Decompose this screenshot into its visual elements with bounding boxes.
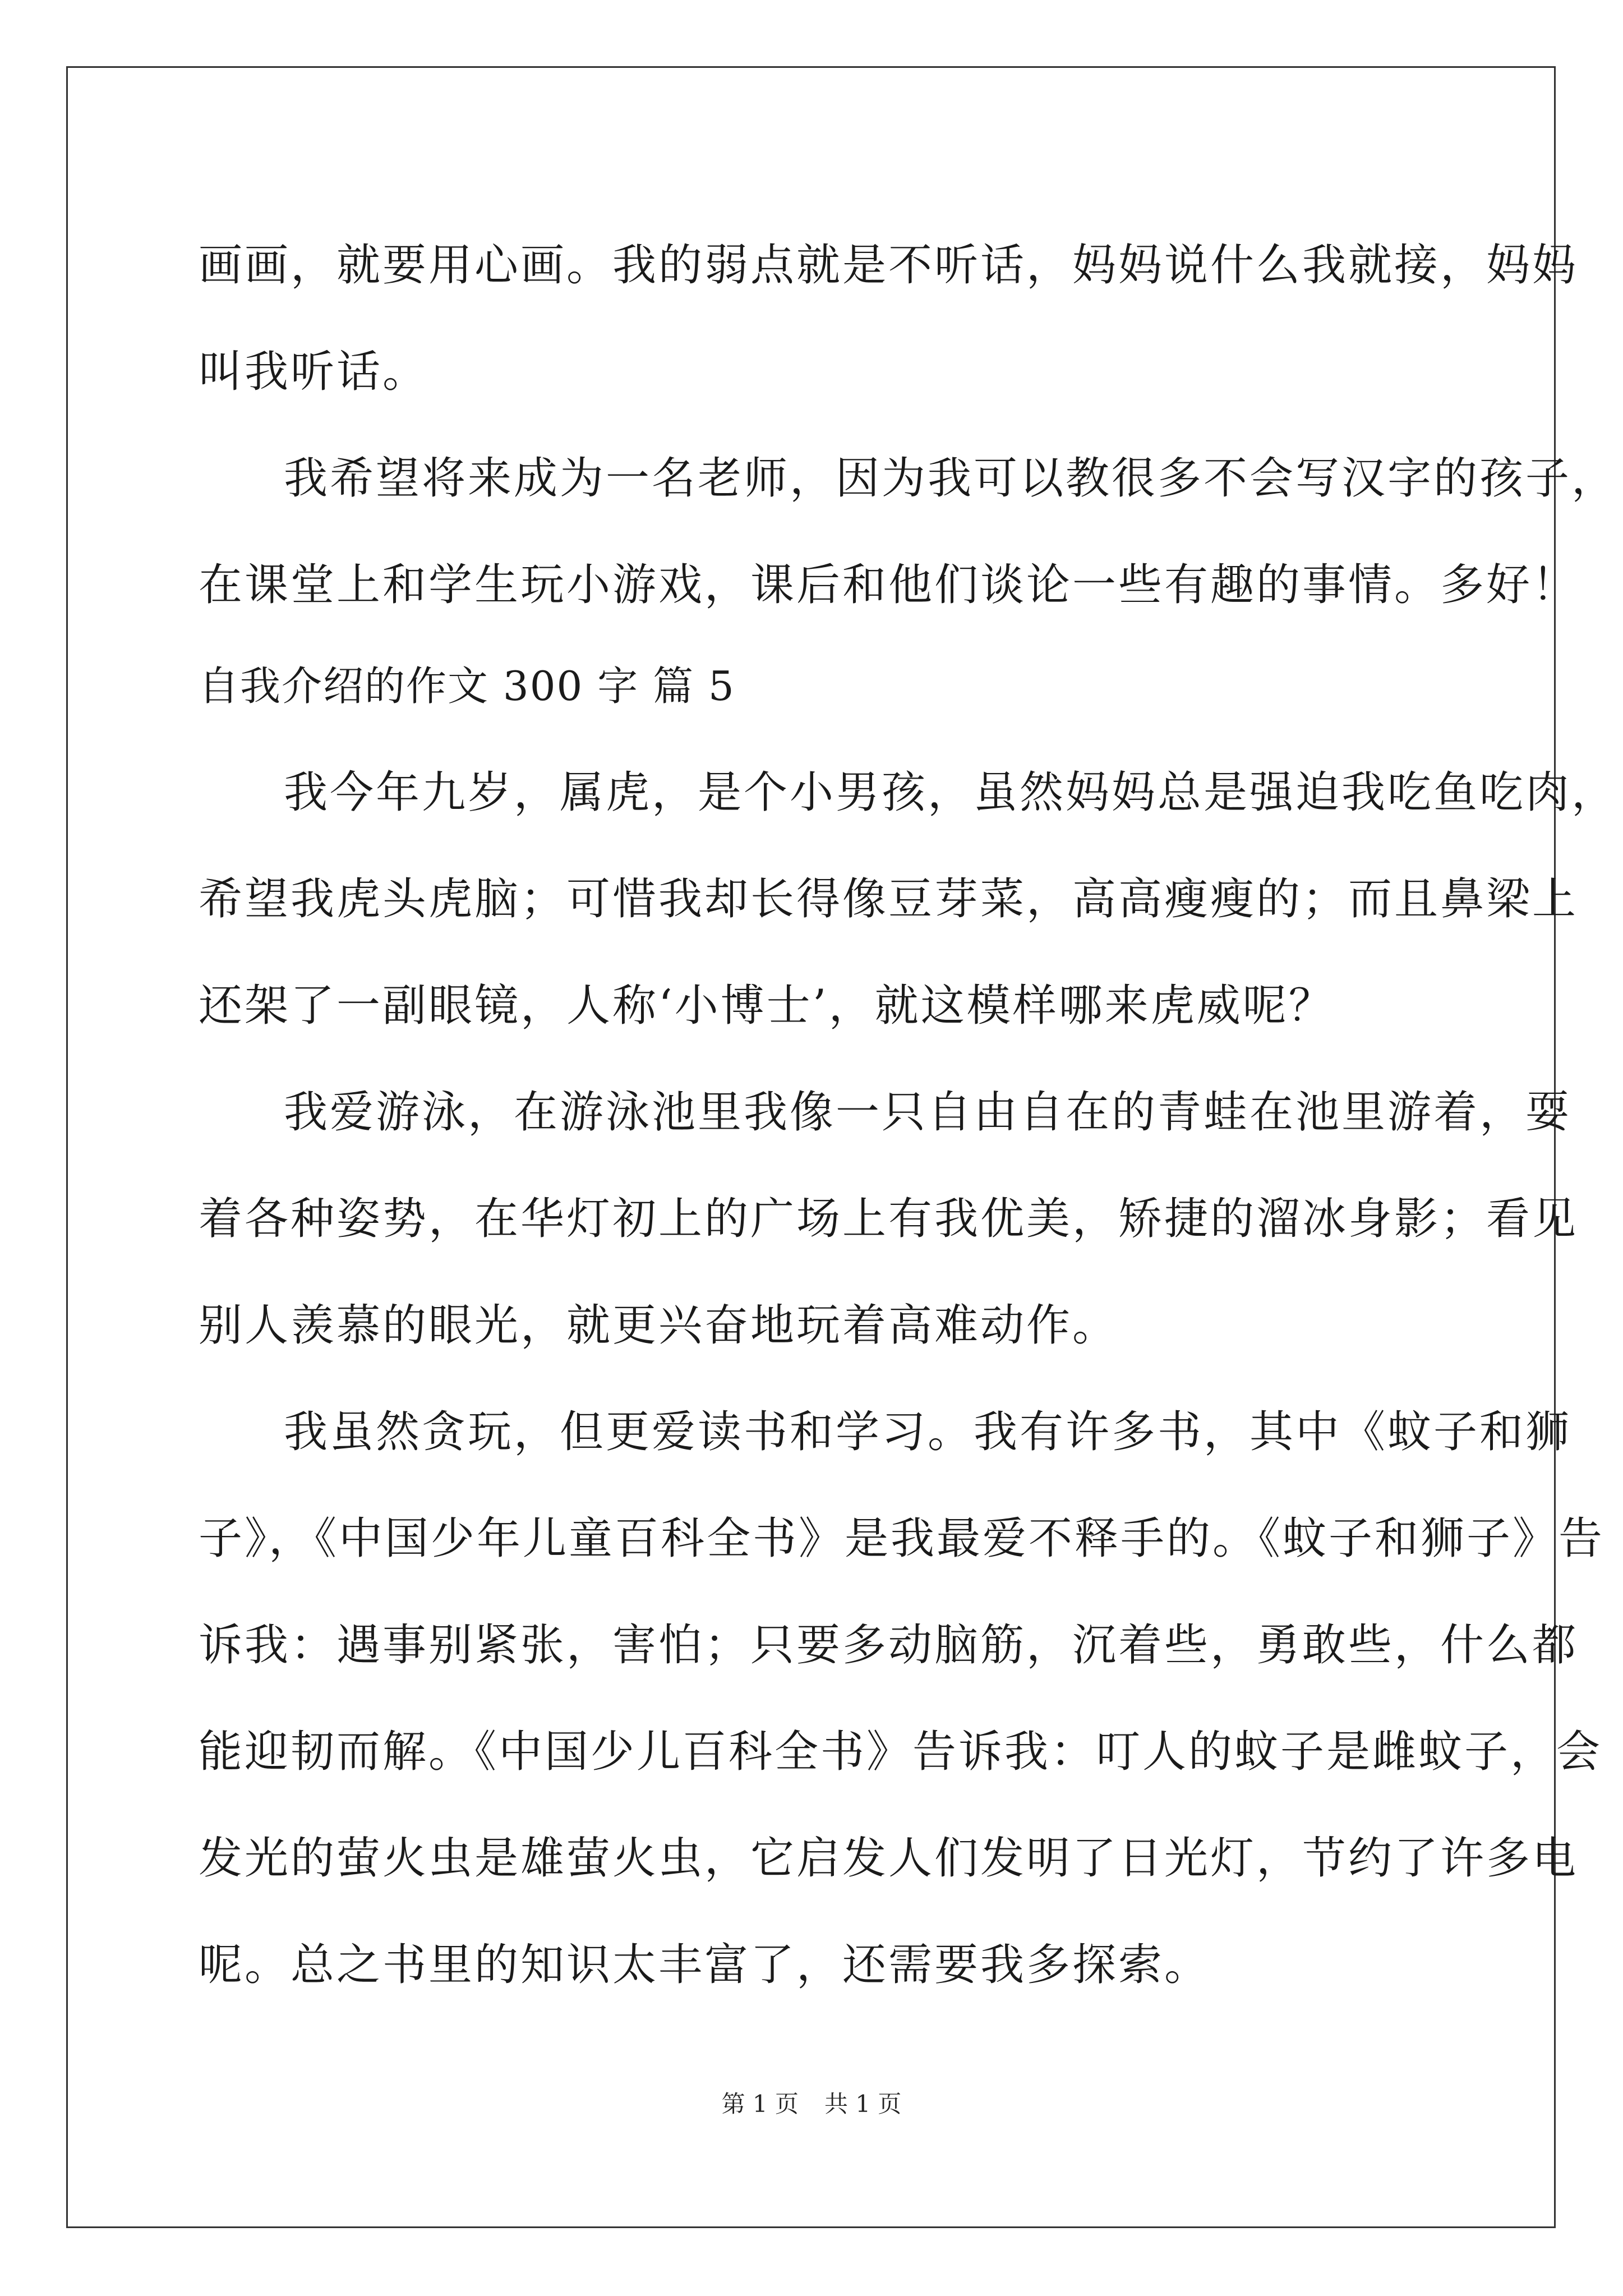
text-line: 我希望将来成为一名老师，因为我可以教很多不会写汉字的孩子， bbox=[284, 453, 1618, 504]
text-line: 能迎韧而解。《中国少儿百科全书》告诉我：叮人的蚊子是雌蚊子，会 bbox=[199, 1727, 1603, 1777]
text-line: 诉我：遇事别紧张，害怕；只要多动脑筋，沉着些，勇敢些，什么都 bbox=[199, 1620, 1579, 1671]
text-line: 别人羡慕的眼光，就更兴奋地玩着高难动作。 bbox=[199, 1300, 1119, 1351]
text-line: 子》，《中国少年儿童百科全书》是我最爱不释手的。《蚊子和狮子》告 bbox=[199, 1513, 1605, 1564]
page-footer bbox=[0, 2086, 1623, 2119]
text-line: 在课堂上和学生玩小游戏，课后和他们谈论一些有趣的事情。多好！ bbox=[199, 560, 1579, 610]
text-line: 我虽然贪玩，但更爱读书和学习。我有许多书，其中《蚊子和狮 bbox=[284, 1407, 1572, 1457]
heading-text: 自我介绍的作文 300 字 篇 5 bbox=[199, 662, 735, 710]
text-line: 我今年九岁，属虎，是个小男孩，虽然妈妈总是强迫我吃鱼吃肉， bbox=[284, 767, 1618, 818]
text-line: 着各种姿势，在华灯初上的广场上有我优美，矫捷的溜冰身影；看见 bbox=[199, 1194, 1579, 1244]
paragraph bbox=[199, 1379, 1605, 2018]
paragraph bbox=[199, 739, 1618, 1059]
paragraph bbox=[199, 212, 1579, 425]
text-line: 叫我听话。 bbox=[199, 347, 429, 397]
text-line: 希望我虎头虎脑；可惜我却长得像豆芽菜，高高瘦瘦的；而且鼻梁上 bbox=[199, 874, 1579, 924]
section-heading bbox=[199, 633, 1432, 739]
text-line: 发光的萤火虫是雄萤火虫，它启发人们发明了日光灯，节约了许多电 bbox=[199, 1833, 1579, 1884]
paragraph bbox=[199, 425, 1618, 638]
paragraph bbox=[199, 1059, 1579, 1379]
text-line: 我爱游泳，在游泳池里我像一只自由自在的青蛙在池里游着，耍 bbox=[284, 1087, 1572, 1138]
text-line: 呢。总之书里的知识太丰富了，还需要我多探索。 bbox=[199, 1940, 1211, 1990]
page-number: 第 1 页 bbox=[721, 2090, 799, 2118]
text-line: 还架了一副眼镜，人称‘小博士’，就这模样哪来虎威呢？ bbox=[199, 981, 1335, 1031]
page-total: 共 1 页 bbox=[824, 2090, 902, 2118]
text-line: 画画，就要用心画。我的弱点就是不听话，妈妈说什么我就接，妈妈 bbox=[199, 240, 1579, 291]
document-body bbox=[199, 212, 1618, 2018]
